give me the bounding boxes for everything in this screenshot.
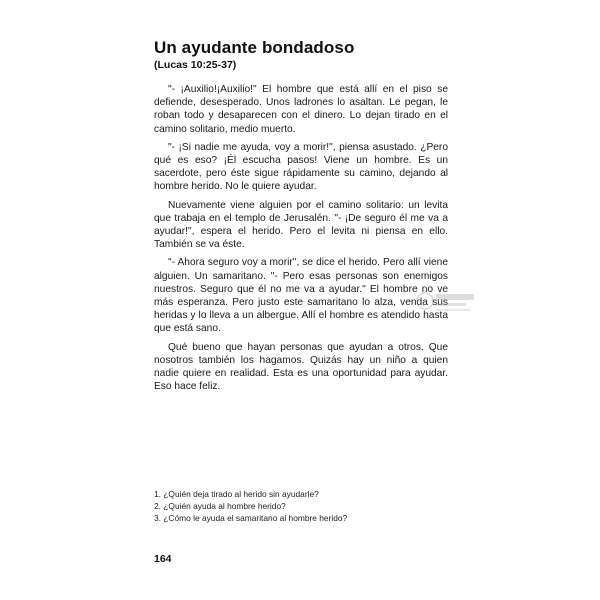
story-paragraph: "- ¡Auxilio!¡Auxilio!" El hombre que está allí en el piso se defiende, desesperado. Unos ladrones lo asaltan. Le pegan, le roban todo y desaparecen con el dinero. Lo dejan tirado en el camino solitario, medio muerto. (154, 84, 448, 135)
question-item: 3. ¿Cómo le ayuda el samaritano al hombre herido? (154, 513, 348, 523)
story-paragraph: "- Ahora seguro voy a morir", se dice el herido. Pero allí viene alguien. Un samaritano. "- Pero esas personas son enemigos nuestros. Seguro que él no me va a ayudar." El hombre no ve más esperanza. Pero justo este samaritano lo alza, venda sus heridas y lo lleva a un albergue. Allí el hombre es atendido hasta que está sano. (154, 257, 448, 335)
question-item: 1. ¿Quién deja tirado al herido sin ayudarle? (154, 489, 319, 499)
story-paragraph: Nuevamente viene alguien por el camino solitario: un levita que trabaja en el templo de Jerusalén. "- ¡De seguro él me va a ayudar!", espera el herido. Pero el levita ni piensa en ello. También se va éste. (154, 199, 448, 251)
question-item: 2. ¿Quién ayuda al hombre herido? (154, 501, 286, 511)
question-list (154, 488, 454, 524)
story-body (154, 83, 448, 398)
story-title: Un ayudante bondadoso (154, 38, 355, 57)
page-number: 164 (154, 553, 172, 565)
story-paragraph: Qué bueno que hayan personas que ayudan a otros. Que nosotros también los hagamos. Quizás hay un niño a quien nadie quiere en realidad. Esta es una oportunidad para ayudar. Eso hace feliz. (154, 341, 448, 393)
story-paragraph: "- ¡Si nadie me ayuda, voy a morir!", piensa asustado. ¿Pero qué es eso? ¡Él escucha pasos! Viene un hombre. Es un sacerdote, pero éste sigue rápidamente su camino, dejando al hombre herido. No le quiere ayudar. (154, 141, 448, 193)
bible-reference: (Lucas 10:25-37) (154, 59, 237, 71)
